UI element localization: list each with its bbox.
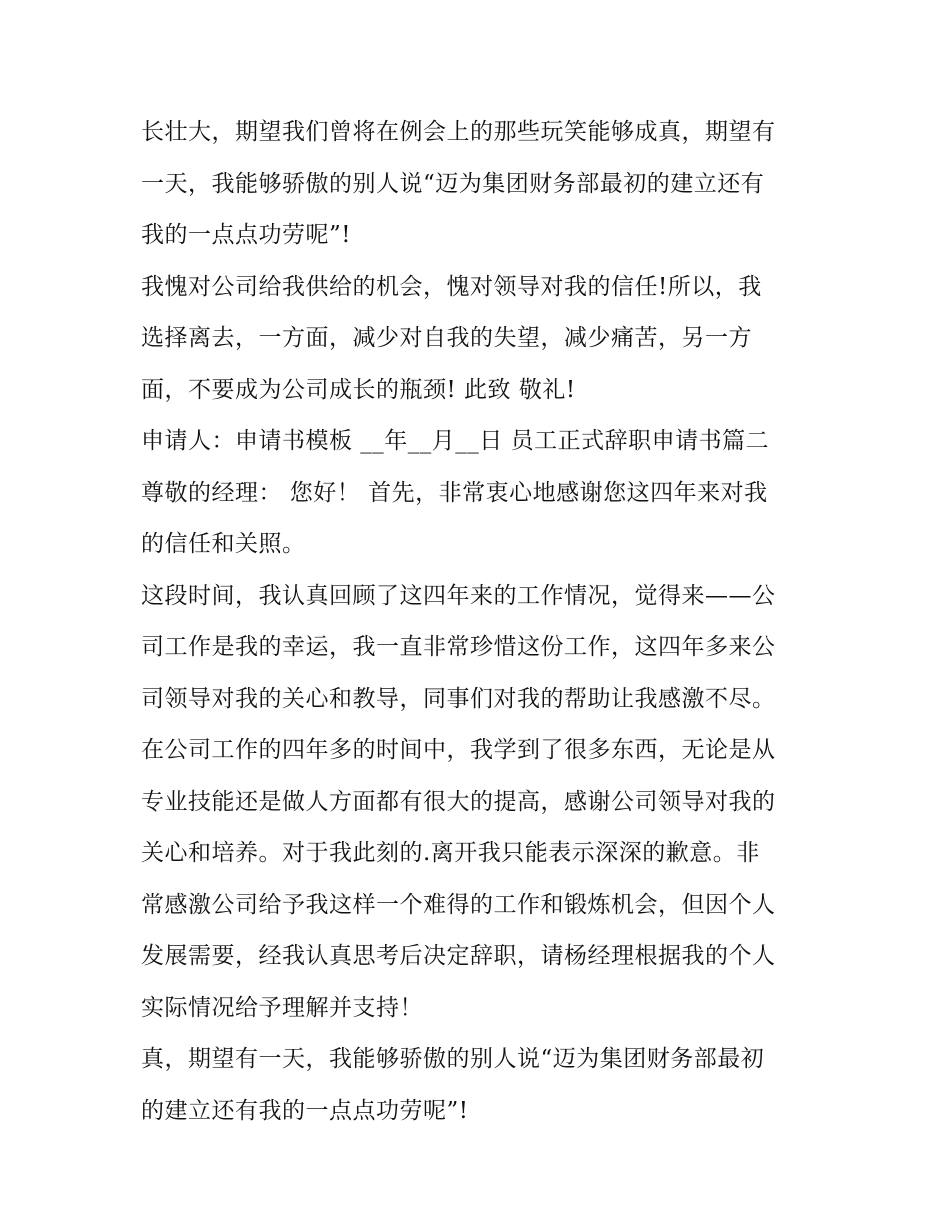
text-line-13: 在公司工作的四年多的时间中，我学到了很多东西，无论是从	[141, 737, 776, 763]
text-line-20: 的建立还有我的一点点功劳呢”!	[141, 1097, 469, 1124]
text-line-14: 专业技能还是做人方面都有很大的提高，感谢公司领导对我的	[141, 788, 776, 815]
text-line-6: 面，不要成为公司成长的瓶颈! 此致 敬礼!	[141, 376, 576, 403]
text-line-7: 申请人：申请书模板 __年__月__日 员工正式辞职申请书篇二	[141, 428, 770, 454]
text-line-11: 司工作是我的幸运，我一直非常珍惜这份工作，这四年多来公	[141, 634, 776, 660]
text-line-12: 司领导对我的关心和教导，同事们对我的帮助让我感激不尽。	[141, 685, 776, 712]
text-line-2: 一天，我能够骄傲的别人说“迈为集团财务部最初的建立还有	[141, 170, 765, 197]
text-line-8: 尊敬的经理： 您好！ 首先，非常衷心地感谢您这四年来对我	[141, 479, 768, 506]
text-line-4: 我愧对公司给我供给的机会，愧对领导对我的信任!所以，我	[141, 273, 762, 300]
text-line-18: 实际情况给予理解并支持！	[141, 994, 423, 1021]
text-line-3: 我的一点点功劳呢”!	[141, 222, 352, 248]
text-line-5: 选择离去，一方面，减少对自我的失望，减少痛苦，另一方	[141, 325, 752, 351]
text-line-15: 关心和培养。对于我此刻的.离开我只能表示深深的歉意。非	[141, 840, 760, 866]
text-line-17: 发展需要，经我认真思考后决定辞职，请杨经理根据我的个人	[141, 943, 776, 969]
text-line-10: 这段时间，我认真回顾了这四年来的工作情况，觉得来——公	[141, 582, 776, 609]
document-body	[141, 107, 821, 1137]
text-line-19: 真，期望有一天，我能够骄傲的别人说“迈为集团财务部最初	[141, 1046, 765, 1072]
text-line-9: 的信任和关照。	[141, 531, 306, 557]
text-line-1: 长壮大，期望我们曾将在例会上的那些玩笑能够成真，期望有	[141, 119, 776, 145]
text-line-16: 常感激公司给予我这样一个难得的工作和锻炼机会，但因个人	[141, 891, 776, 918]
